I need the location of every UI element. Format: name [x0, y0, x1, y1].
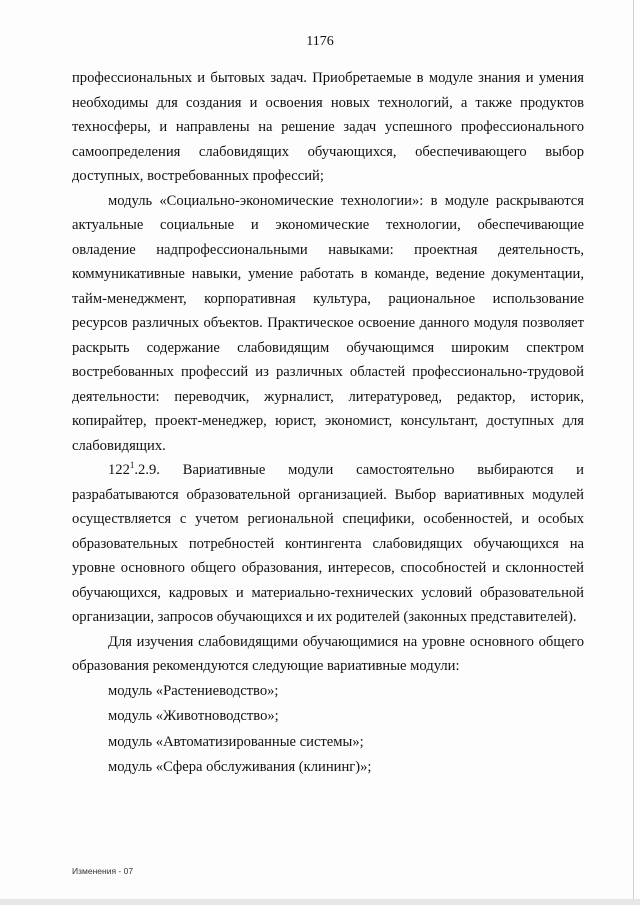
clause-number: 122	[108, 462, 130, 478]
module-list-item: модуль «Автоматизированные системы»;	[108, 733, 364, 750]
document-body	[72, 66, 584, 781]
paragraph-social-economic-module: модуль «Социально-экономические технологии»: в модуле раскрываются актуальные социальные и экономические технологии, обеспечивающие овладение надпрофессиональными навыками: проектная деятельность, коммуникативные навыки, умение работать в команде, ведение документации, тайм-менеджмент, корпоративная культура, рациональное использование ресурсов различных объектов. Практическое освоение данного модуля позволяет раскрыть содержание слабовидящим обучающимся широким спектром востребованных профессий из различных областей профессионально-трудовой деятельности: переводчик, журналист, литературовед, редактор, историк, копирайтер, проект-менеджер, юрист, экономист, консультант, доступных для слабовидящих.	[72, 192, 584, 454]
clause-superscript: 1	[129, 460, 135, 471]
page-number: 1176	[306, 34, 334, 49]
paragraph-recommended-modules: Для изучения слабовидящими обучающимися на уровне основного общего образования рекомендуются следующие вариативные модули:	[72, 633, 584, 674]
clause-text: .2.9. Вариативные модули самостоятельно выбираются и разрабатываются образовательной организацией. Выбор вариативных модулей осуществляется с учетом региональной специфики, особенностей, и особых образовательных потребностей контингента слабовидящих обучающихся на уровне основного общего образования, интересов, способностей и склонностей обучающихся, кадровых и материально-технических условий образовательной организации, запросов обучающихся и их родителей (законных представителей).	[72, 462, 584, 625]
module-list-item: модуль «Сфера обслуживания (клининг)»;	[108, 759, 372, 775]
footer-revision-note: Изменения - 07	[72, 866, 134, 876]
scan-edge-line	[633, 0, 634, 905]
module-list-item: модуль «Животноводство»;	[108, 708, 279, 724]
scan-bottom-shadow	[0, 899, 640, 905]
paragraph-variative-modules	[72, 458, 584, 630]
module-list-item: модуль «Растениеводство»;	[108, 682, 279, 699]
paragraph-continuation: профессиональных и бытовых задач. Приобретаемые в модуле знания и умения необходимы для создания и освоения новых технологий, а также продуктов техносферы, и направлены на решение задач успешного профессионального самоопределения слабовидящих обучающихся, обеспечивающего выбор доступных, востребованных профессий;	[72, 70, 584, 184]
